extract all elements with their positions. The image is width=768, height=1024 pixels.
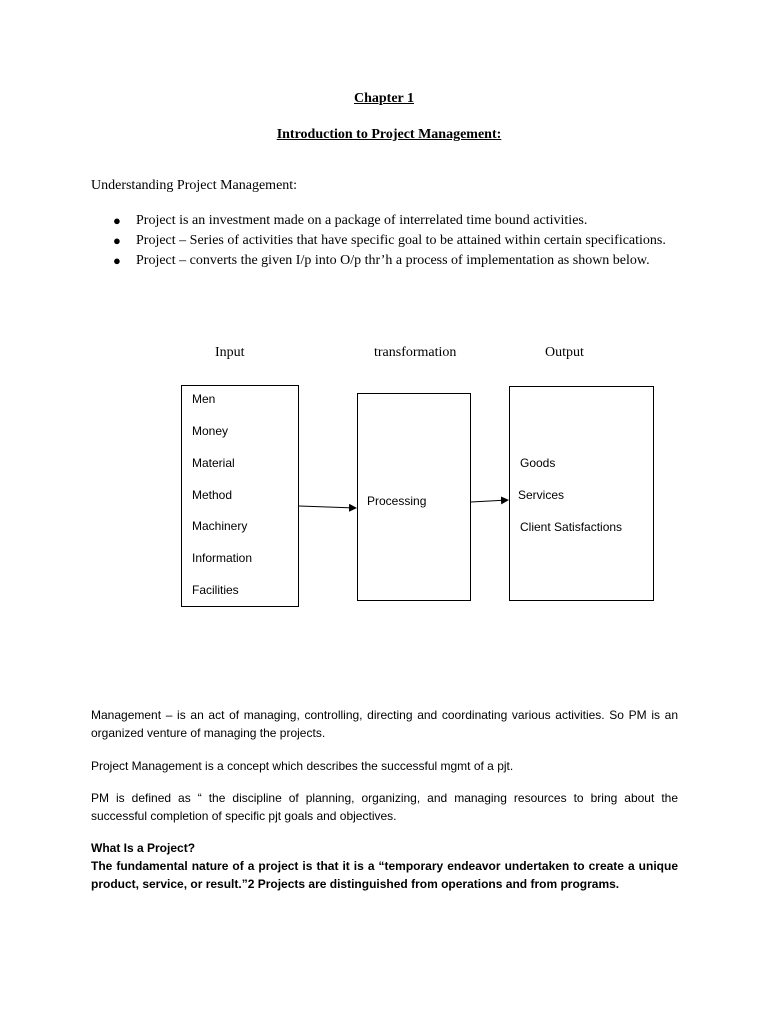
- output-heading: Output: [545, 345, 584, 360]
- bullet-dot-icon: ●: [113, 213, 121, 228]
- section-title: Introduction to Project Management:: [276, 127, 502, 142]
- input-item-money: Money: [192, 424, 229, 438]
- output-item-client-satisfactions: Client Satisfactions: [520, 520, 623, 534]
- intro-line: Understanding Project Management:: [91, 178, 298, 193]
- output-item-services: Services: [518, 488, 565, 502]
- bullet-text: Project is an investment made on a package of interrelated time bound activities.: [136, 213, 588, 228]
- pm-concept-paragraph: Project Management is a concept which describes the successful mgmt of a pjt.: [91, 759, 514, 773]
- management-paragraph: Management – is an act of managing, controlling, directing and coordinating various activities. So PM is an organized venture of managing the projects.: [91, 708, 678, 740]
- input-item-method: Method: [192, 488, 233, 502]
- input-item-machinery: Machinery: [192, 519, 248, 533]
- input-item-men: Men: [192, 392, 216, 406]
- pm-defined-paragraph: PM is defined as “ the discipline of planning, organizing, and managing resources to bring about the successful completion of specific pjt goals and objectives.: [91, 791, 678, 823]
- what-is-project-heading: What Is a Project?: [91, 841, 196, 855]
- bullet-dot-icon: ●: [113, 233, 121, 248]
- input-heading: Input: [215, 345, 245, 360]
- arrow-processing-to-output: [471, 500, 508, 502]
- input-item-material: Material: [192, 456, 235, 470]
- input-item-facilities: Facilities: [192, 583, 239, 597]
- input-item-information: Information: [192, 551, 253, 565]
- bullet-text: Project – converts the given I/p into O/p thr’h a process of implementation as shown below.: [136, 253, 650, 268]
- bullet-dot-icon: ●: [113, 253, 121, 268]
- bullet-text: Project – Series of activities that have specific goal to be attained within certain specifications.: [136, 233, 666, 248]
- what-is-project-body: The fundamental nature of a project is that it is a “temporary endeavor undertaken to create a unique product, service, or result.”2 Projects are distinguished from operations and from programs.: [91, 859, 678, 891]
- transformation-heading: transformation: [374, 345, 457, 360]
- arrow-input-to-processing: [299, 506, 356, 508]
- chapter-heading: Chapter 1: [353, 91, 415, 106]
- processing-label: Processing: [367, 494, 427, 508]
- output-item-goods: Goods: [520, 456, 556, 470]
